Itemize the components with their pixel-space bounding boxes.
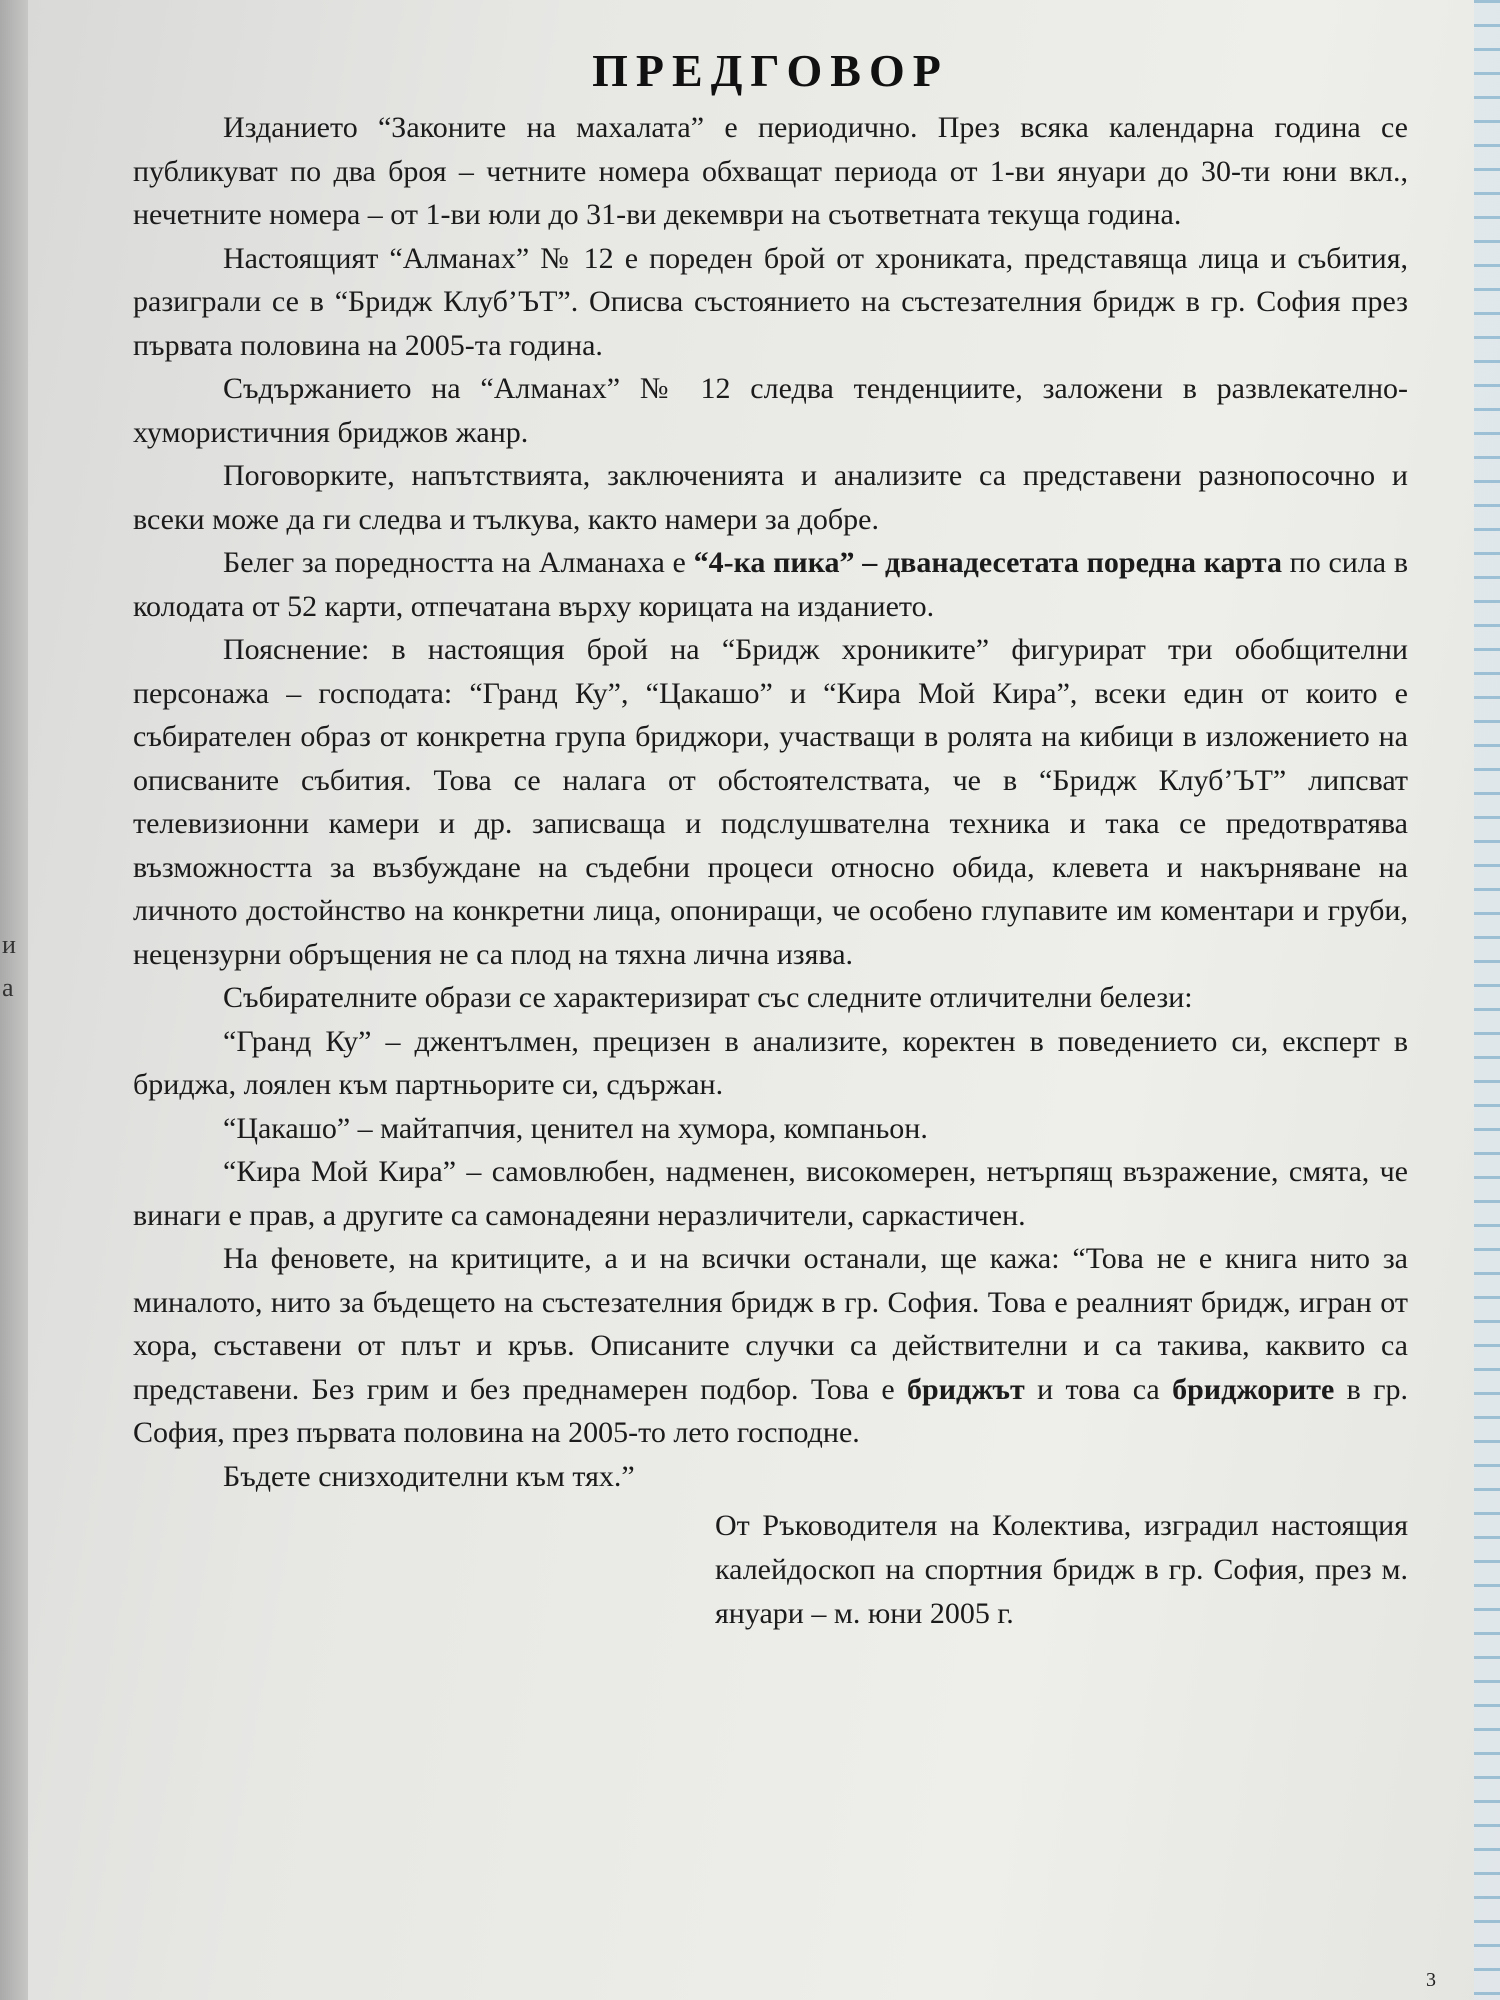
- margin-fragment: а: [2, 973, 14, 1002]
- paragraph: “Гранд Ку” – джентълмен, прецизен в анализите, коректен в поведението си, експерт в бриджа, лоялен към партньорите си, сдържан.: [133, 1024, 1408, 1101]
- bold-text: бриджът: [907, 1372, 1025, 1406]
- paragraph: Събирателните образи се характеризират със следните отличителни белези:: [223, 981, 1193, 1014]
- paragraph: Пояснение: в настоящия брой на “Бридж хрониките” фигурират три обобщителни персонажа – господата: “Гранд Ку”, “Цакашо” и “Кира Мой Кира”, всеки един от които е събирателен образ от конкретна група бриджори, участващи в ролята на кибици в изложението на описваните събития. Това се налага от обстоятелствата, че в “Бридж Клуб’ЪТ” липсват телевизионни камери и др. записваща и подслушвателна техника и така се предотвратява възможността за възбуждане на съдебни процеси относно обида, клевета и накърняване на личното достойнство на конкретни лица, опониращи, че особено глупавите им коментари и груби, нецензурни обръщения не са плод на тяхна лична изява.: [133, 633, 1408, 971]
- paragraph-text: На феновете, на критиците, а и на всички останали, ще кажа: “Това не е книга нито за миналото, нито за бъдещето на състезателния бридж в гр. София. Това е реалният бридж, игран от хора, съставени от плът и кръв. Описаните случки са действителни и са такива, каквито са представени. Без грим и без преднамерен подбор. Това е: [133, 1242, 1408, 1406]
- paragraph: “Кира Мой Кира” – самовлюбен, надменен, високомерен, нетърпящ възражение, смята, че винаги е прав, а другите са самонадеяни неразличители, саркастичен.: [133, 1155, 1408, 1232]
- paragraph: Поговорките, напътствията, заключенията и анализите са представени разнопосочно и всеки може да ги следва и тълкува, както намери за добре.: [133, 459, 1408, 536]
- page-edge-stripes: [1474, 0, 1500, 2000]
- paragraph-text: в гр. София, през първата половина на 2005-то лето господне.: [133, 1372, 1408, 1449]
- document-page: [28, 0, 1500, 2000]
- paragraph-text: Белег за поредността на Алманаха е: [223, 546, 694, 579]
- margin-fragment: и: [2, 930, 16, 959]
- page-title: ПРЕДГОВОР: [592, 45, 949, 96]
- signature-block: От Ръководителя на Колектива, изградил настоящия калейдоскоп на спортния бридж в гр. София, през м. януари – м. юни 2005 г.: [715, 1509, 1408, 1630]
- paragraph: [133, 541, 1408, 628]
- paragraph: Настоящият “Алманах” № 12 е пореден брой от хрониката, представяща лица и събития, разиграли се в “Бридж Клуб’ЪТ”. Описва състоянието на състезателния бридж в гр. София през първата половина на 2005-та година.: [133, 241, 1408, 362]
- paragraph-text: по сила в колодата от 52 карти, отпечатана върху корицата на изданието.: [133, 546, 1408, 623]
- paragraph-text: и това са: [1024, 1372, 1173, 1406]
- bold-text: бриджорите: [1172, 1372, 1335, 1406]
- paragraph: Изданието “Законите на махалата” е периодично. През всяка календарна година се публикуват по два броя – четните номера обхващат периода от 1-ви януари до 30-ти юни вкл., нечетните номера – от 1-ви юли до 31-ви декември на съответната текуща година.: [133, 111, 1408, 231]
- paragraph: [133, 1237, 1408, 1455]
- paragraph: Съдържанието на “Алманах” № 12 следва тенденциите, заложени в развлекателно-хумористичния бриджов жанр.: [133, 372, 1408, 449]
- page-number: 3: [1426, 1969, 1436, 1991]
- paragraph: Бъдете снизходителни към тях.”: [223, 1459, 635, 1493]
- page-content: [133, 40, 1408, 1636]
- paragraph: “Цакашо” – майтапчия, ценител на хумора, компаньон.: [223, 1111, 928, 1145]
- bold-text: “4-ка пика” – дванадесетата поредна карта: [693, 546, 1282, 579]
